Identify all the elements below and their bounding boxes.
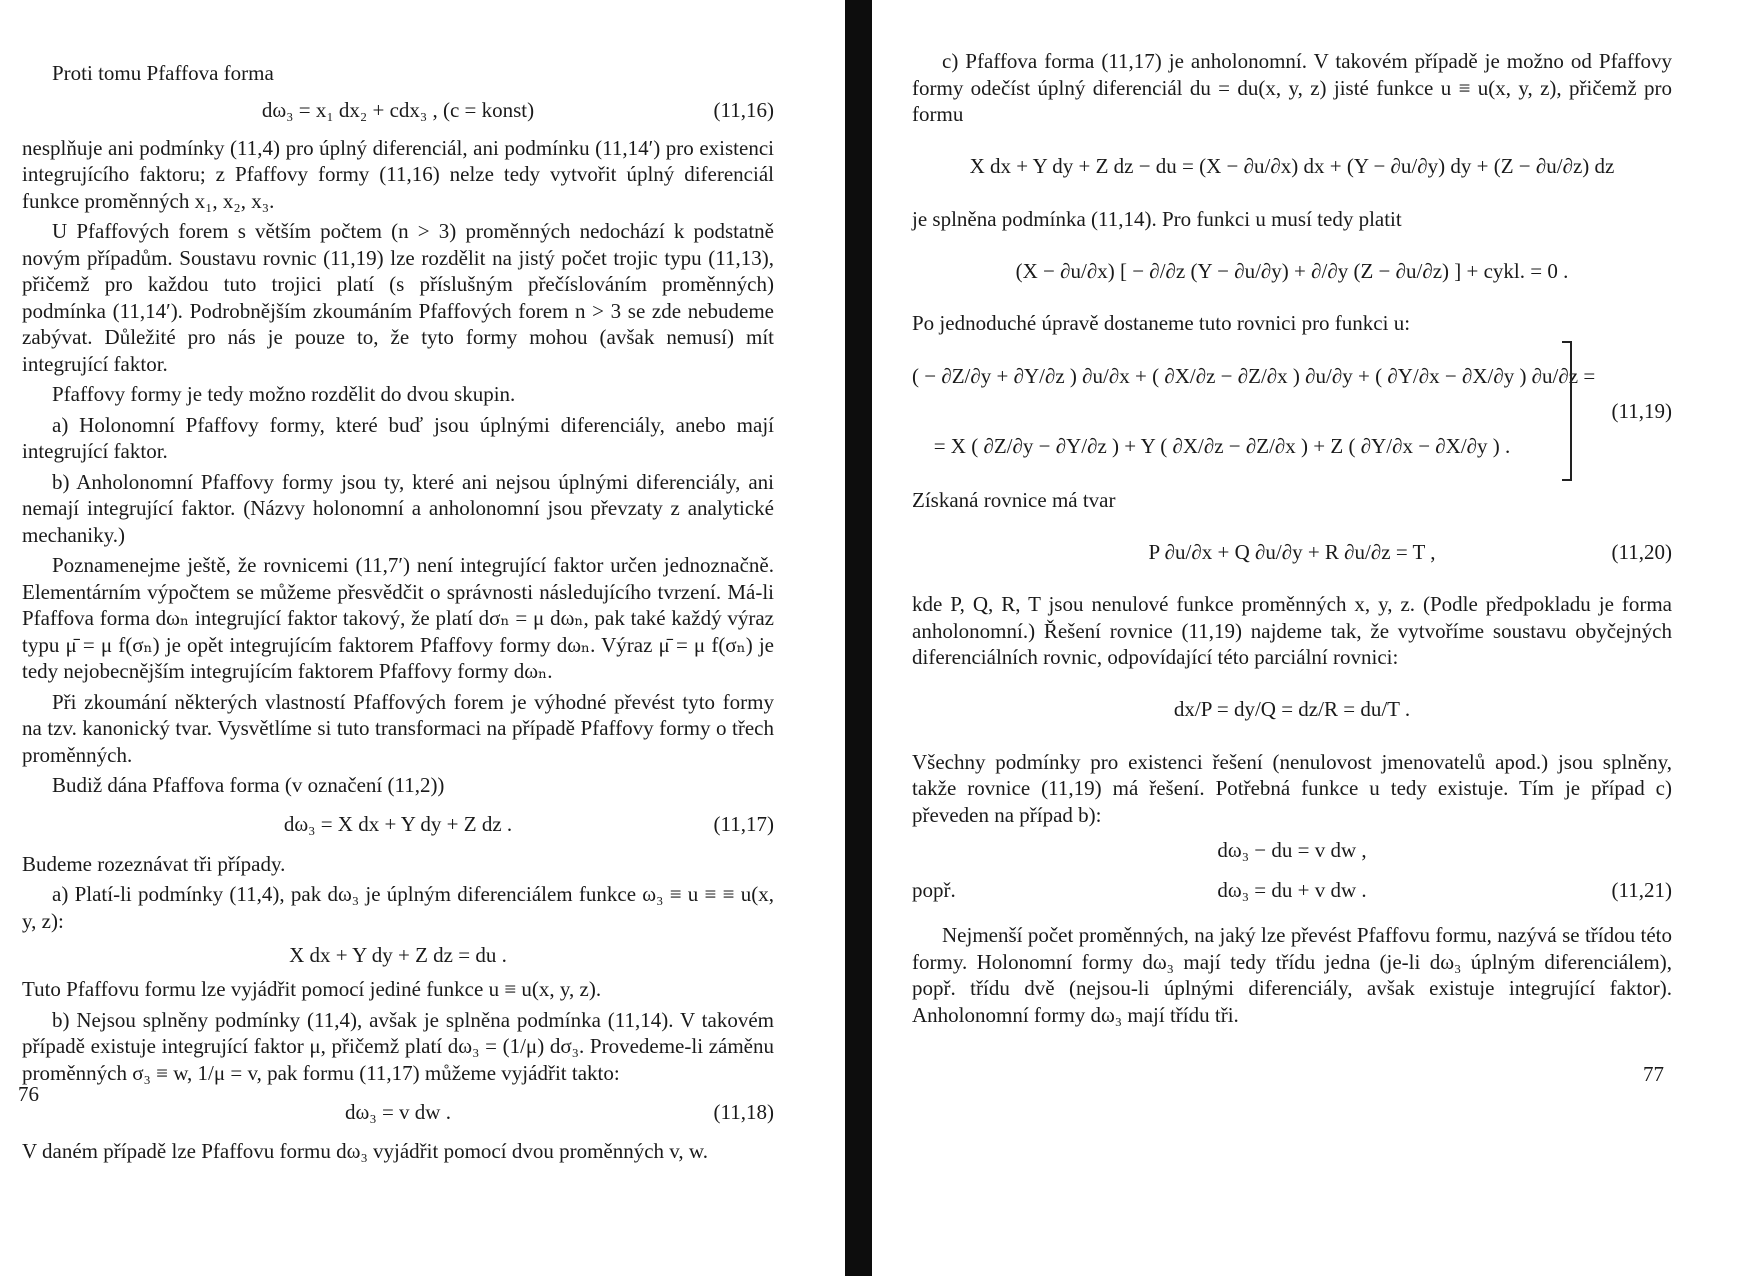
equation-number: (11,16) (713, 98, 774, 123)
equation-11-16 (22, 91, 774, 131)
paragraph: Budeme rozeznávat tři případy. (22, 851, 286, 876)
equation-11-18 (22, 1090, 774, 1134)
paragraph: kde P, Q, R, T jsou nenulové funkce proměnných x, y, z. (Podle předpokladu je forma anholonomní.) Řešení rovnice (11,19) najdeme tak, že vytvoříme soustavu obyčejných diferenciálních rovnic, odpovídající této parciální rovnici: (912, 592, 1672, 669)
equation-number: (11,17) (713, 812, 774, 837)
equation-reduced-form (912, 832, 1672, 868)
equation-11-21 (912, 872, 1672, 908)
paragraph: Při zkoumání některých vlastností Pfaffových forem je výhodné převést tyto formy na tzv. kanonický tvar. Vysvětlíme si tuto transformaci na případě Pfaffovy formy o třech proměnných. (22, 689, 774, 767)
paragraph: Budiž dána Pfaffova forma (v označení (11,2)) (52, 773, 445, 797)
paragraph: V daném případě lze Pfaffovu formu dω₃ vyjádřit pomocí dvou proměnných v, w. (22, 1139, 708, 1163)
right-brace (1562, 341, 1572, 481)
equation-expression: P ∂u/∂x + Q ∂u/∂y + R ∂u/∂z = T , (1148, 539, 1436, 564)
equation-expression: dω₃ − du = v dw , (1217, 837, 1367, 862)
equation-expression: X dx + Y dy + Z dz − du = (X − ∂u/∂x) dx + (Y − ∂u/∂y) dy + (Z − ∂u/∂z) dz (969, 154, 1615, 179)
left-page-text (22, 60, 774, 1165)
alternative-label: popř. (912, 877, 956, 902)
paragraph: U Pfaffových forem s větším počtem (n > 3) proměnných nedochází k podstatně novým případům. Soustavu rovnic (11,19) lze rozdělit na jistý počet trojic typu (11,13), přičemž pro každou tuto trojici platí (s příslušným přečíslováním proměnných) podmínka (11,14′). Podrobnějším zkoumáním Pfaffových forem n > 3 se zde nebudeme zabývat. Důležité pro nás je pouze to, že tyto formy mohou (avšak nemusí) mít integrující faktor. (22, 219, 774, 376)
right-page-text (912, 48, 1672, 1028)
equation-expression: X dx + Y dy + Z dz = du . (289, 942, 507, 967)
paragraph: je splněna podmínka (11,14). Pro funkci u musí tedy platit (912, 206, 1402, 231)
paragraph: nesplňuje ani podmínky (11,4) pro úplný diferenciál, ani podmínku (11,14′) pro existenci integrujícího faktoru; z Pfaffovy formy (11,16) nelze tedy vytvořit úplný diferenciál funkce proměnných x₁, x₂, x₃. (22, 135, 774, 213)
equation-expression: (X − ∂u/∂x) [ − ∂/∂z (Y − ∂u/∂y) + ∂/∂y (Z − ∂u/∂z) ] + cykl. = 0 . (1015, 258, 1569, 283)
paragraph: b) Anholonomní Pfaffovy formy jsou ty, které ani nejsou úplnými diferenciály, ani nemají integrující faktor. (Názvy holonomní a anholonomní jsou převzaty z analytické mechaniky.) (22, 469, 774, 547)
equation-expression: dω₃ = v dw . (345, 1099, 451, 1124)
equation-11-19 (912, 341, 1672, 481)
paragraph: Poznamenejme ještě, že rovnicemi (11,7′) není integrující faktor určen jednoznačně. Elementárním výpočtem se můžeme přesvědčit o správnosti následujícího tvrzení. Má-li Pfaffova forma dωₙ integrující faktor takový, že platí dσₙ = μ dωₙ, pak také každý výraz typu μ̄ = μ f(σₙ) je opět integrujícím faktorem Pfaffovy formy dωₙ. Výraz μ̄ = μ f(σₙ) je tedy nejobecnějším integrujícím faktorem Pfaffovy formy dωₙ. (22, 553, 774, 683)
equation-total-differential (22, 938, 774, 972)
equation-11-20 (912, 517, 1672, 587)
equation-11-17 (22, 803, 774, 847)
equation-expression: dω₃ = X dx + Y dy + Z dz . (283, 812, 513, 837)
paragraph: c) Pfaffova forma (11,17) je anholonomní. V takovém případě je možno od Pfaffovy formy odečíst úplný diferenciál du = du(x, y, z) jisté funkce u ≡ u(x, y, z), přičemž pro formu (912, 49, 1672, 126)
paragraph: Získaná rovnice má tvar (912, 487, 1116, 512)
paragraph: a) Platí-li podmínky (11,4), pak dω₃ je úplným diferenciálem funkce ω₃ ≡ u ≡ ≡ u(x, y, z): (22, 882, 774, 933)
equation-expression: dω₃ = x₁ dx₂ + cdx₃ , (c = konst) (261, 98, 535, 123)
paragraph: Tuto Pfaffovu formu lze vyjádřit pomocí jediné funkce u ≡ u(x, y, z). (22, 977, 602, 1001)
left-page (0, 0, 845, 1276)
equation-expression: dω₃ = du + v dw . (1217, 877, 1367, 902)
paragraph: Pfaffovy formy je tedy možno rozdělit do dvou skupin. (52, 382, 516, 406)
equation-number: (11,19) (1611, 398, 1672, 423)
equation-line: ( − ∂Z/∂y + ∂Y/∂z ) ∂u/∂x + ( ∂X/∂z − ∂Z/∂x ) ∂u/∂y + ( ∂Y/∂x − ∂X/∂y ) ∂u/∂z = (912, 363, 1596, 388)
book-spine-shadow (845, 0, 872, 1276)
equation-subtracted-form (912, 132, 1672, 202)
equation-number: (11,21) (1611, 877, 1672, 902)
right-page (872, 0, 1754, 1276)
equation-number: (11,18) (713, 1099, 774, 1124)
paragraph: a) Holonomní Pfaffovy formy, které buď jsou úplnými diferenciály, anebo mají integrující faktor. (22, 412, 774, 463)
paragraph: Po jednoduché úpravě dostaneme tuto rovnici pro funkci u: (912, 311, 1411, 335)
paragraph: b) Nejsou splněny podmínky (11,4), avšak je splněna podmínka (11,14). V takovém případě existuje integrující faktor μ, přičemž platí dω₃ = (1/μ) dσ₃. Provedeme-li záměnu proměnných σ₃ ≡ w, 1/μ = v, pak formu (11,17) můžeme vyjádřit takto: (22, 1007, 774, 1085)
page-number: 77 (1643, 1062, 1664, 1086)
equation-number: (11,20) (1611, 539, 1672, 564)
paragraph: Všechny podmínky pro existenci řešení (nenulovost jmenovatelů apod.) jsou splněny, takže rovnice (11,19) má řešení. Potřebná funkce u tedy existuje. Tím je případ c) převeden na případ b): (912, 749, 1672, 827)
page-number: 76 (18, 1082, 39, 1106)
equation-expression: dx/P = dy/Q = dz/R = du/T . (1173, 697, 1411, 722)
equation-line: = X ( ∂Z/∂y − ∂Y/∂z ) + Y ( ∂X/∂z − ∂Z/∂x ) + Z ( ∂Y/∂x − ∂X/∂y ) . (933, 433, 1511, 458)
paragraph: Nejmenší počet proměnných, na jaký lze převést Pfaffovu formu, nazývá se třídou této formy. Holonomní formy dω₃ mají tedy třídu jedna (je-li dω₃ úplným diferenciálem), popř. třídu dvě (nejsou-li úplnými diferenciály, avšak existuje integrující faktor). Anholonomní formy dω₃ mají třídu tři. (912, 923, 1672, 1027)
equation-integrability-condition (912, 236, 1672, 306)
paragraph: Proti tomu Pfaffova forma (52, 61, 274, 85)
equation-characteristic-system (912, 675, 1672, 745)
